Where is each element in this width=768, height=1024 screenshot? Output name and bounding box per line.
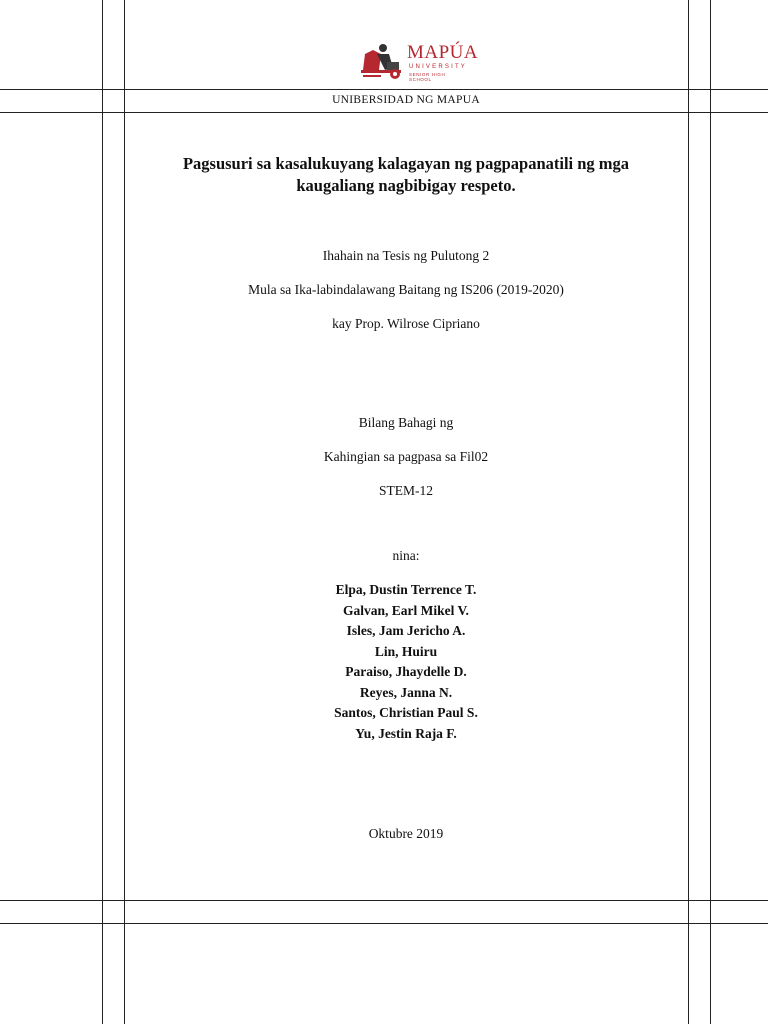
author-name: Lin, Huiru (374, 643, 438, 659)
thesis-title-line-2: kaugaliang nagbibigay respeto. (296, 176, 516, 195)
border-line-top-inner (0, 112, 768, 113)
requirement-line-2: Kahingian sa pagpasa sa Fil02 (323, 449, 489, 464)
thesis-title (0, 153, 768, 197)
requirement-line-3: STEM-12 (379, 483, 433, 498)
university-header: UNIBERSIDAD NG MAPUA (332, 94, 480, 106)
logo-subtitle: UNIVERSITY (409, 64, 468, 70)
intro-line-2: Mula sa Ika-labindalawang Baitang ng IS206 (2019-2020) (248, 282, 564, 297)
author-list (0, 580, 768, 744)
border-line-top-outer (0, 89, 768, 90)
submission-date: Oktubre 2019 (368, 826, 444, 841)
logo-wordmark: MAPÚA (407, 42, 479, 63)
author-name: Reyes, Janna N. (359, 684, 453, 700)
thesis-title-line-1: Pagsusuri sa kasalukuyang kalagayan ng pagpapanatili ng mga (182, 154, 630, 173)
mapua-logo (359, 40, 479, 84)
author-name: Yu, Jestin Raja F. (355, 725, 457, 741)
author-name: Elpa, Dustin Terrence T. (335, 582, 477, 597)
author-name: Isles, Jam Jericho A. (346, 623, 466, 638)
author-name: Paraiso, Jhaydelle D. (345, 664, 467, 679)
author-name: Santos, Christian Paul S. (334, 705, 478, 720)
logo-subtitle-school: SENIOR HIGH SCHOOL (409, 72, 446, 82)
by-label: nina: (392, 548, 420, 563)
intro-line-3: kay Prop. Wilrose Cipriano (332, 316, 480, 331)
intro-line-1: Ihahain na Tesis ng Pulutong 2 (322, 248, 490, 263)
border-line-bottom-inner (0, 900, 768, 901)
mapua-emblem-icon (359, 40, 405, 84)
border-line-bottom-outer (0, 923, 768, 924)
requirement-line-1: Bilang Bahagi ng (358, 415, 454, 430)
author-name: Galvan, Earl Mikel V. (343, 602, 469, 618)
